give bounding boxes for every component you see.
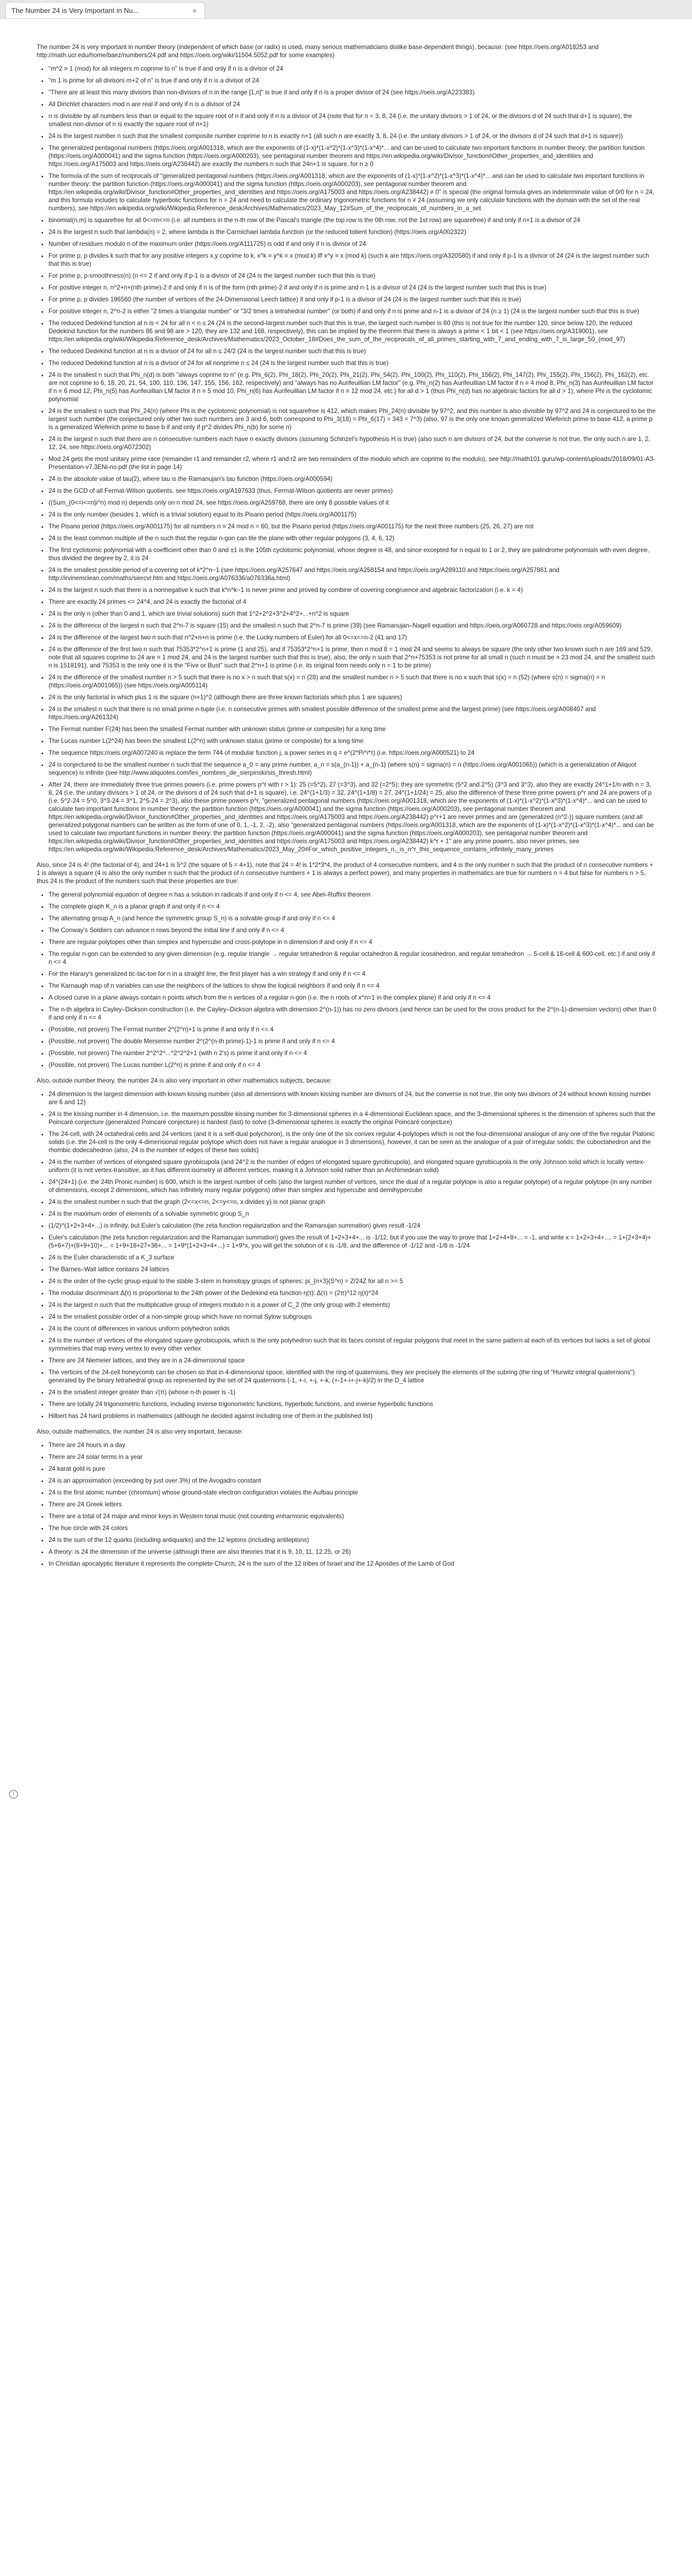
list-item: • After 24, there are immediately three true primes powers (i.e. prime powers p^r with r > 1): 25 (=5^2), 27 (=3^3), and 32 (=2^5); they are symmetric (5^2 and 2^5) (3^3 and 3^3), also they are exactly 24^1+1/n with n = 3, 8, 24 (i.e. the unitary divisors > 1 of 24, or the divisors d of 24 such that d+1 is square), i.e. 24^(1+1/3) = 32, 24^(1+1/8) = 27, 24^(1+1/24) = 25, also the difference of these three prime powers p^r and 24 are powers of p (i.e. 5^2-24 = 5^0, 3^3-24 = 3^1, 2^5-24 = 2^3), also these prime powers p^r, "generalized pentagonal numbers (https://oeis.org/A001318, which are the exponents of (1-x)*(1-x^2)*(1-x^3)*(1-x^4)*... and can be used to calculate two important functions in number theory: the partition function (https://oeis.org/A000041) and the sigma function (https://oeis.org/A000203), see pentagonal number theorem and https://en.wikipedia.org/wiki/Divisor_function#Other_properties_and_identities and https://oeis.org/A175003 and https://oeis.org/A238442) p^r+1 are never primes and are (generalized (n^2-)) square numbers (and all generalized polygonal numbers can be written as the form of one of 0, 1, -1, 2, -2), also "generalized pentagonal numbers (https://oeis.org/A001318, which are the exponents of (1-x)*(1-x^2)*(1-x^3)*(1-x^4)*... and can be used to calculate two important functions in number theory: the partition function (https://oeis.org/A000041) and the sigma function (https://oeis.org/A000203), see pentagonal number theorem and https://en.wikipedia.org/wiki/Divisor_function#Other_properties_and_identities and https://oeis.org/A175003 and https://oeis.org/A238442) k^r + 1" are any prime powers, also never primes, see https://en.wikipedia.org/wiki/Wikipedia:Reference_desk/Archives/Mathematics/2023_May_20#For_which_positive_integers_n,_is_n^r_this_sequence_contains_infinitely_many_primes bbox=[49, 781, 656, 853]
list-item: • The general polynomial equation of degree n has a solution in radicals if and only if n <= 4, see Abel–Ruffini theorem bbox=[49, 891, 656, 899]
list-item: • 24 is the smallest n such that there is no small prime n-tuple (i.e. n consecutive primes with smallest possible difference of the smallest prime and the largest prime) (see https://oeis.org/A008407 and https://oeis.org/A261324) bbox=[49, 705, 656, 721]
info-icon[interactable]: i bbox=[9, 1790, 18, 1799]
list-item: • "m 1 is prime for all divisors m+2 of n" is true if and only if n is a divisor of 24 bbox=[49, 77, 656, 85]
list-item: • The reduced Dedekind function at n is a divisor of 24 for all nonprime n ≤ 24 (24 is the largest number such that this is true) bbox=[49, 359, 656, 367]
list-item: • The Pisano period (https://oeis.org/A001175) for all numbers n ≡ 24 mod n = 60, but the Pisano period (https://oeis.org/A001175) for the next three numbers (25, 26, 27) are not bbox=[49, 522, 656, 531]
list-item: • The Karnaugh map of n variables can use the neighbors of the lattices to show the logical neighbors if and only if n <= 4 bbox=[49, 982, 656, 990]
list-item: • There are exactly 24 primes <= 24^4, and 24 is exactly the factorial of 4 bbox=[49, 598, 656, 606]
outside-math-paragraph: Also, outside mathematics, the number 24 is also very important, because: bbox=[37, 1428, 243, 1435]
mid-paragraph: Also, since 24 is 4! (the factorial of 4), and 24+1 is 5^2 (the square of 5 = 4+1), note that 24 = 4! is 1*2*3*4, the product of 4 consecutive numbers, and 4 is the only number n such that the product of n consecutive numbers + 1 is always a square (4 is also the only number n such that the product of n consecutive numbers + 1 is always a perfect power), and many properties in mathematics are true for numbers n = 4 but false for numbers n > 5, thus 24 is the product of the numbers such that these properties are true: bbox=[37, 862, 653, 885]
list-item: • The regular n-gon can be extended to any given dimension (e.g. regular triangle → regular tetrahedron & regular octahedron & regular icosahedron, and regular tetrahedron → 5-cell & 16-cell & 600-cell, etc.) if and only if n <= 4 bbox=[49, 950, 656, 966]
list-item: • 24 is the count of differences in various uniform polyhedron solids bbox=[49, 1325, 656, 1333]
list-item: • The hue circle with 24 colors bbox=[49, 1524, 656, 1532]
list-item: • The complete graph K_n is a planar graph if and only if n <= 4 bbox=[49, 903, 656, 911]
list-item: • 24 is conjectured to be the smallest number n such that the sequence a_0 = any prime number, a_n = s(a_{n-1}) + a_{n-1} (where s(n) = sigma(n) = n (https://oeis.org/A001065)) (which is a generalization of Aliquot sequence) is infinite (see http://www.aliquotes.com/les_nombres_de_sierpinski/sis_thresh.html) bbox=[49, 761, 656, 777]
list-item: • 24 karat gold is pure bbox=[49, 1465, 656, 1473]
list-item: • 24 is the least common multiple of the n such that the regular n-gon can tile the plane with other regular polygons (3, 4, 6, 12) bbox=[49, 534, 656, 542]
list-item: • 24 is the largest n such that lambda(n) = 2, where lambda is the Carmichael lambda function (or the reduced totient function) (https://oeis.org/A002322) bbox=[49, 228, 656, 236]
list-item: • 24 is the number of vertices of the elongated square gyrobicupola, which is the only polyhedron such that its faces consist of regular polygons that meet in the same pattern at each of its vertices but lacks a set of global symmetries that map every vertex to every other vertex bbox=[49, 1337, 656, 1353]
list-item: • 24 is the difference of the smallest number n > 5 such that there is no x > n such that s(x) = n (28) and the smallest number n > 5 such that there is no x such that s(x) = n (52) (where s(n) = sigma(n) = n (https://oeis.org/A001065)) (see https://oeis.org/A005114) bbox=[49, 673, 656, 690]
list-item: • A closed curve in a plane always contain n points which from the n vertices of a regular n-gon (i.e. the n roots of x^n=1 in the complex plane) if and only if n <= 4 bbox=[49, 994, 656, 1002]
list-item: • There are regular polytopes other than simplex and hypercube and cross-polytope in n dimension if and only if n <= 4 bbox=[49, 938, 656, 946]
list-item: • 24 is the smallest number n such that the graph (2<=x<=n, 2<=y<=n, x divides y) is not planar graph bbox=[49, 1198, 656, 1206]
list-item: • (Possible, not proven) The double Mersenne number 2^(2^(n-th prime)-1)-1 is prime if and only if n <= 4 bbox=[49, 1037, 656, 1045]
list-item: • 24 is the first atomic number (chromium) whose ground-state electron configuration violates the Aufbau principle bbox=[49, 1489, 656, 1497]
list-item: • The n-th algebra in Cayley–Dickson construction (i.e. the Cayley–Dickson algebra with dimension 2^(n-1)) has no zero divisors (and hence can be used for the cross product for the 2^(n-1)-dimension vectors) other than 0 if and only if n <= 4 bbox=[49, 1005, 656, 1022]
list-item: • 24^(24+1) (i.e. the 24th Pronic number) is 600, which is the largest number of cells (also the largest number of vertices, since the dual of a regular polytope is also a regular polytope) of a regular polytope (in any number of dimensions, except 2 dimensions, which has infinitely many regular polygons) other than simplex and hypercube and demihypercube bbox=[49, 1178, 656, 1194]
list-item: • 24 is the smallest integer greater than √(π) (whose n-th power is -1) bbox=[49, 1388, 656, 1396]
list-item: • The Fermat number F(24) has been the smallest Fermat number with unknown status (prime or composite) for a long time bbox=[49, 725, 656, 733]
list-item: • For the Harary's generalized tic-tac-toe for n in a straight line, the first player has a win strategy if and only if n <= 4 bbox=[49, 970, 656, 978]
list-item: • For positive integer n, n^2+n+(nth prime)-2 if and only if n is of the form (nth prime)-2 if and only if n is prime and n-1 is a divisor of 24 (24 is the largest number such that this is true) bbox=[49, 284, 656, 292]
list-item: • Mod 24 gets the most unitary prime race (remainder r1 and remainder r2, where r1 and r2 are two remainders of the modulo which are coprime to the modulo), see http://math101.guru/wp-content/uploads/2018/09/01-A3-Presentation-v7.3ENi-no.pdf (the list in page 14) bbox=[49, 455, 656, 471]
list-item: • There are 24 Niemeier lattices, and they are in a 24-dimensional space bbox=[49, 1356, 656, 1365]
list-item: • There are 24 hours in a day bbox=[49, 1441, 656, 1449]
list-item: • 24 is the GCD of all Fermat-Wilson quotients, see https://oeis.org/A197633 (thus, Fermat-Wilson quotients are never primes) bbox=[49, 487, 656, 495]
list-item: • A theory: is 24 the dimension of the universe (although there are also theories that it is 9, 10, 11, 12.25, or 26) bbox=[49, 1548, 656, 1556]
list-item: • The first cyclotomic polynomial with a coefficient other than 0 and ±1 is the 105th cyclotomic polynomial, whose degree is 48, and since excepted for n equal to 1 or 2, they are palindrome polynomials with even degree, thus divided the degree by 2, it is 24 bbox=[49, 546, 656, 562]
tab-title: The Number 24 is Very Important in Nu... bbox=[11, 6, 139, 15]
list-other-math bbox=[37, 1090, 656, 1420]
list-item: • The generalized pentagonal numbers (https://oeis.org/A001318, which are the exponents of (1-x)*(1-x^2)*(1-x^3)*(1-x^4)*... and can be used to calculate two important functions in number theory: the partition function (https://oeis.org/A000041) and the sigma function (https://oeis.org/A000203), see pentagonal number theorem and https://en.wikipedia.org/wiki/Divisor_function#Other_properties_and_identities and https://oeis.org/A175003 and https://oeis.org/A238442) are exactly the numbers n such that 24n+1 is square, for n ≥ 0 bbox=[49, 144, 656, 168]
list-outside-math bbox=[37, 1441, 656, 1568]
intro-paragraph: The number 24 is very important in number theory (independent of which base (or radix) is used, many serious mathematicians dislike base-dependent things), because: (see https://oeis.org/A018253 and http://math.ucr.edu/home/baez/numbers/24.pdf and https://oeis.org/wiki/11504.5052.pdf for some examples) bbox=[37, 44, 599, 59]
list-item: • The Lucas number L(2^24) has been the smallest L(2^n) with unknown status (prime or composite) for a long time bbox=[49, 737, 656, 745]
list-item: • For prime p, p divides 196560 (the number of vertices of the 24-Dimensional Leech lattice) if and only if p-1 is a divisor of 24 (24 is the largest number such that this is true) bbox=[49, 295, 656, 304]
list-item: • The alternating group A_n (and hence the symmetric group S_n) is a solvable group if and only if n <= 4 bbox=[49, 914, 656, 922]
list-item: • There are 24 Greek letters bbox=[49, 1500, 656, 1509]
list-item: • 24 dimension is the largest dimension with known kissing number (also all dimensions with known kissing number are divisors of 24, but the converse is not true, the only two divisors of 24 without known kissing number are 6 and 12) bbox=[49, 1090, 656, 1106]
list-item: • "There are at least this many divisors than non-divisors of n in the range [1,n]" is true if and only if n is a proper divisor of 24 (see https://oeis.org/A223383) bbox=[49, 88, 656, 97]
list-item: • There are totally 24 trigonometric functions, including inverse trigonometric functions, hyperbolic functions, and inverse hyperbolic functions bbox=[49, 1400, 656, 1408]
list-item: • 24 is the smallest n such that Phi_24(n) (where Phi is the cyclotomic polynomial) is not squarefree is 412, which makes Phi_24(n) divisible by 97^2, and this number is also divisible by 97^2 and 24 is conjectured to be the largest such number (the conjectured only other two such numbers are 3 and 6, both correspond to Phi_3(18) = Phi_6(17) = 343 = 7^3) (also, 97 is the only one known generalized Wieferich prime to base 412, a prime p is a generalized Wieferich prime to base b if and only if p^2 divides Phi_n(b) for some n) bbox=[49, 407, 656, 431]
list-item: • binomial(n,m) is squarefree for all 0<=m<=n (i.e. all numbers in the n-th row of the Pascal's triangle (the top row is the 0th row, not the 1st row) are squarefree) if and only if n+1 is a divisor of 24 bbox=[49, 216, 656, 224]
list-item: • 24 is the maximum order of elements of a solvable symmetric group S_n bbox=[49, 1210, 656, 1218]
list-item: • The reduced Dedekind function at n is < 24 for all n < n ≤ 24 (24 is the second-largest number such that this is true, the largest such number is 60 (this is not true for the number 120, since below 120, the reduced Dedekind function for the numbers 86 and 98 are > 120, they are 132 and 168, respectively), this can be implied by the theorem that there is always a prime < 1 bit < 1 (see https://oeis.org/A319001), see https://en.wikipedia.org/wiki/Wikipedia:Reference_desk/Archives/Mathematics/2023_October_18#Does_the_sum_of_the_reciprocals_of_all_primes_starting_with_7_and_ending_with_7_is_large_50_(mod_97) bbox=[49, 319, 656, 343]
list-item: • 24 is the difference of the largest two n such that n^2+n+n is prime (i.e. the Lucky numbers of Euler) for all 0<=x<=n-2 (41 and 17) bbox=[49, 633, 656, 642]
list-item: • The Barnes–Wall lattice contains 24 lattices bbox=[49, 1265, 656, 1273]
list-n-le-4 bbox=[37, 891, 656, 1069]
list-item: • The reduced Dedekind function at n is a divisor of 24 for all n ≤ 24/2 (24 is the largest number such that this is true) bbox=[49, 347, 656, 355]
list-item: • 24 is the smallest n such that Phi_n(d) is both "always coprime to n" (e.g. Phi_6(2), Phi_18(2), Phi_20(2), Phi_21(2), Phi_54(2), Phi_100(2), Phi_110(2), Phi_156(2), Phi_147(2), Phi_155(2), Phi_156(2), Phi_162(2), etc. are not coprime to 6, 18, 20, 21, 54, 100, 110, 136, 147, 155, 156, 162, respectively) and "always has no Aurifeuillian LM factor" (e.g. Phi_n(2) has Aurifeuillian LM factor if n ≡ 4 mod 8, Phi_n(3) has Aurifeuillian LM factor if n ≡ 6 mod 12, Phi_n(5) has Aurifeuillian LM factor if n ≡ 5 mod 10, Phi_n(6) has Aurifeuillian LM factor if n ≡ 12 mod 24, etc.) for all d > 1 (thus Phi_n(d) has no algebraic factors for all d > 1), where Phi is the cyclotomic polynomial bbox=[49, 371, 656, 403]
tab-document[interactable] bbox=[5, 2, 205, 18]
list-item: • (Possible, not proven) The number 2^2^2^...^2^2^2+1 (with n 2's) is prime if and only if n <= 4 bbox=[49, 1049, 656, 1057]
list-item: • The modular discriminant Δ(τ) is proportional to the 24th power of the Dedekind eta function η(τ): Δ(τ) = (2π)^12 η(τ)^24 bbox=[49, 1289, 656, 1297]
list-item: • For prime p, p-smoothness(n) (n <= 2 if and only if p-1 is a divisor of 24 (24 is the largest number such that this is true) bbox=[49, 272, 656, 280]
list-item: • For positive integer n, 2^n-2 is either "2 times a triangular number" or "3/2 times a tetrahedral number" (or both) if and only if n is prime and n-1 is a divisor of 24 (n ≥ 1) (24 is the largest number such that this is true) bbox=[49, 307, 656, 315]
list-item: • In Christian apocalyptic literature it represents the complete Church, 24 is the sum of the 12 tribes of Israel and the 12 Apostles of the Lamb of God bbox=[49, 1560, 656, 1568]
list-item: • 24 is the smallest possible period of a covering set of k*2^n−1 (see https://oeis.org/A257647 and https://oeis.org/A258154 and https://oeis.org/A289110 and https://oeis.org/A257861 and http://irvinemclean.com/maths/siercvr.htm and https://oeis.org/A076336/a076336a.html) bbox=[49, 566, 656, 582]
list-item: • Number of residues modulo n of the maximum order (https://oeis.org/A111725) is odd if and only if n is divisor of 24 bbox=[49, 240, 656, 248]
list-item: • 24 is the only factorial in which plus 1 is the square (n+1)^2 (although there are three known factorials which plus 1 are squares) bbox=[49, 693, 656, 701]
list-number-theory bbox=[37, 65, 656, 853]
list-item: • The Conway's Soldiers can advance n rows beyond the initial line if and only if n <= 4 bbox=[49, 926, 656, 934]
list-item: • "m^2 ≡ 1 (mod) for all integers m coprime to n" is true if and only if n is a divisor of 24 bbox=[49, 65, 656, 73]
list-item: • 24 is an approximation (exceeding by just over 3%) of the Avogadro constant bbox=[49, 1477, 656, 1485]
list-item: • 24 is the absolute value of tau(2), where tau is the Ramanujan's tau function (https://oeis.org/A000594) bbox=[49, 475, 656, 483]
list-item: • ((Sum_{0<=i<=n}i^n) mod n) depends only on n mod 24, see https://oeis.org/A259768, there are only 8 possible values of it bbox=[49, 499, 656, 507]
list-item: • 24 is the order of the cyclic group equal to the stable 3-stem in homotopy groups of spheres: pi_{n+3}(S^n) = Z/24Z for all n >= 5 bbox=[49, 1277, 656, 1285]
list-item: • (1/2)^(1+2+3+4+...) is infinity, but Euler's calculation (the zeta function regularization and the Ramanujan summation) gives result -1/24 bbox=[49, 1222, 656, 1230]
list-item: • 24 is the difference of the first two n such that 75353*2^n+1 is prime (1 and 25), and if 75353*2^n+1 is prime, then n mod 8 = 1 mod 24 and seems to always be square (the only other two known such n are 169 and 529, note that all squares coprime to 24 are ≡ 1 mod 24, and 24 is the largest number such that this is true), also, the only n such that 2^n+75353 is not prime for all small n (such n must be ≡ 23 mod 24, and the smallest such n is 1518191), and 75353 is the only one it is the "Five or Bust" such that 2^n+1 is prime (i.e. its original form needs only n = 1 to be prime) bbox=[49, 645, 656, 670]
list-item: • 24 is the only n (other than 0 and 1, which are trivial solutions) such that 1^2+2^2+3^2+4^2+...+n^2 is square bbox=[49, 610, 656, 618]
list-item: • 24 is the largest number n such that the smallest composite number coprime to n is exactly n+1 (all such n are exactly 3, 8, 24 (i.e. the unitary divisors > 1 of 24, or the divisors d of 24 such that d+1 is square)) bbox=[49, 132, 656, 140]
list-item: • 24 is the Euler characteristic of a K_3 surface bbox=[49, 1253, 656, 1262]
list-item: • 24 is the only number (besides 1, which is a trivial solution) equal to its Pisano period (https://oeis.org/A001175) bbox=[49, 511, 656, 519]
list-item: • 24 is the number of vertices of elongated square gyrobicupola (and 24^2 is the number of edges of elongated square gyrobicupola), and elongated square gyrobicupola is the only Johnson solid which is locally vertex-uniform (it is not vertex-transitive, as it has different isometry at different vertices, making it a Johnson solid rather than an Archimedean solid) bbox=[49, 1158, 656, 1174]
document-body bbox=[37, 43, 656, 1575]
list-item: • 24 is the kissing number in 4 dimension, i.e. the maximum possible kissing number for 3-dimensional spheres in a 4-dimensional Euclidean space, and the 3-dimensional spheres is the dimension of spheres such that the Poincaré conjecture (generalized Poincaré conjecture) is hardest (last) to solve (3-dimensional spheres is exactly the original Poincaré conjecture) bbox=[49, 1110, 656, 1126]
list-item: • (Possible, not proven) The Fermat number 2^(2^n)+1 is prime if and only if n <= 4 bbox=[49, 1025, 656, 1034]
list-item: • The vertices of the 24-cell honeycomb can be chosen so that in 4-dimensional space, identified with the ring of quaternions, they are precisely the elements of the subring (the ring of "Hurwitz integral quaternions") generated by the binary tetrahedral group as represented by the set of 24 quaternions (-1, +-i, +-j, +-k, (+-1+-i+-j+-k)/2) in the D_4 lattice bbox=[49, 1368, 656, 1385]
list-item: • Hilbert has 24 hard problems in mathematics (although he decided against including one of them in the published list) bbox=[49, 1412, 656, 1420]
close-icon[interactable]: × bbox=[192, 6, 197, 15]
tab-bar bbox=[0, 0, 692, 19]
list-item: • 24 is the largest n such that there are n consecutive numbers each have n exactly divisors (assuming Schinzel's hypothesis H is true) (also such n are divisors of 24, but the converse is not true, the only such n are 1, 2, 12, 24, see https://oeis.org/A072302) bbox=[49, 435, 656, 451]
list-item: • n is divisible by all numbers less than or equal to the square root of n if and only if n is a divisor of 24 (note that for n = 3, 8, 24 (i.e. the unitary divisors > 1 of 24, or the divisors d of 24 such that d+1 is square), the smallest non-divisor of n is exactly the square root of n+1) bbox=[49, 112, 656, 128]
list-item: • For prime p, p divides k such that for any positive integers x,y coprime to k, x^k ≡ y^k ≡ x (mod k) iff x^y ≡ x (mod k) (such k are https://oeis.org/A320580) if and only if p-1 is a divisor of 24 (24 is the largest number such that this is true) bbox=[49, 252, 656, 268]
other-math-paragraph: Also, outside number theory, the number 24 is also very important in other mathematics subjects, because: bbox=[37, 1077, 332, 1084]
list-item: • Euler's calculation (the zeta function regularization and the Ramanujan summation) gives the result of 1+2+3+4+... is -1/12, but if you use the way to prove that 1+2+4+8+... = -1, and write x = 1+2+3+4+..., = 1+(2+3+4)+(5+6+7)+(8+9+10)+... = 1+9+18+27+36+... = 1+9*(1+2+3+4+...) = 1+9*x, you will get the solution of x is -1/8, and the difference of -1/12 and -1/8 is -1/24 bbox=[49, 1234, 656, 1250]
list-item: • The sequence https://oeis.org/A007240 is replace the term 744 of modular function j, a power series in q = e^(2*Pi^i*τ) (i.e. https://oeis.org/A000521) to 24 bbox=[49, 749, 656, 757]
list-item: • The 24-cell, with 24 octahedral cells and 24 vertices (and it is a self-dual polychoron), is the only one of the six convex regular 4-polytopes which is not the four-dimensional analogue of any one of the five regular Platonic solids (i.e. the 24-cell is the only 4-dimensional regular polytope which does not have a regular analogue in 3 dimensions), however, it can be seen as the analogue of a pair of irregular solids: the cuboctahedron and the rhombic dodecahedron (also, 24 is the number of edges of these two solids) bbox=[49, 1130, 656, 1154]
list-item: • 24 is the smallest possible order of a non-simple group which have no normal Sylow subgroups bbox=[49, 1313, 656, 1321]
list-item: • All Dirichlet characters mod n are real if and only if n is a divisor of 24 bbox=[49, 100, 656, 108]
list-item: • (Possible, not proven) The Lucas number L(2^n) is prime if and only if n <= 4 bbox=[49, 1061, 656, 1069]
list-item: • 24 is the sum of the 12 quarks (including antiquarks) and the 12 leptons (including antileptons) bbox=[49, 1536, 656, 1544]
list-item: • 24 is the largest n such that the multiplicative group of integers modulo n is a power of C_2 (the only group with 2 elements) bbox=[49, 1301, 656, 1309]
list-item: • 24 is the difference of the largest n such that 2^n-7 is square (15) and the smallest n such that 2^n-7 is prime (39) (see Ramanujan–Nagell equation and https://oeis.org/A060728 and https://oeis.org/A059609) bbox=[49, 622, 656, 630]
list-item: • There are 24 solar terms in a year bbox=[49, 1453, 656, 1461]
list-item: • 24 is the largest n such that there is a nonnegative k such that k*n^k−1 is never prime and proved by combine of covering congruence and algebraic factorization (i.e. k = 4) bbox=[49, 586, 656, 594]
list-item: • There are a total of 24 major and minor keys in Western tonal music (not counting enharmonic equivalents) bbox=[49, 1512, 656, 1520]
list-item: • The formula of the sum of reciprocals of "generalized pentagonal numbers (https://oeis.org/A001318, which are the exponents of (1-x)*(1-x^2)*(1-x^3)*(1-x^4)*... and can be used to calculate two important functions in number theory: the partition function (https://oeis.org/A000041) and the sigma function (https://oeis.org/A000203), see pentagonal number theorem and https://en.wikipedia.org/wiki/Divisor_function#Other_properties_and_identities and https://oeis.org/A175003 and https://oeis.org/A238442) ≠ 0" is special (the original formula gives an indeterminate value of 0/0 for n = 24, and this formula includes to calculate hyperbolic functions for n = 24 and need to calculate the ordinary trigonometric functions for n ≠ 24 (assuming we only calculate functions with the domain with the set of the real numbers), see https://en.wikipedia.org/wiki/Wikipedia:Reference_desk/Archives/Mathematics/2023_May_12#Sum_of_the_reciprocals_of_numbers_in_a_set bbox=[49, 172, 656, 212]
